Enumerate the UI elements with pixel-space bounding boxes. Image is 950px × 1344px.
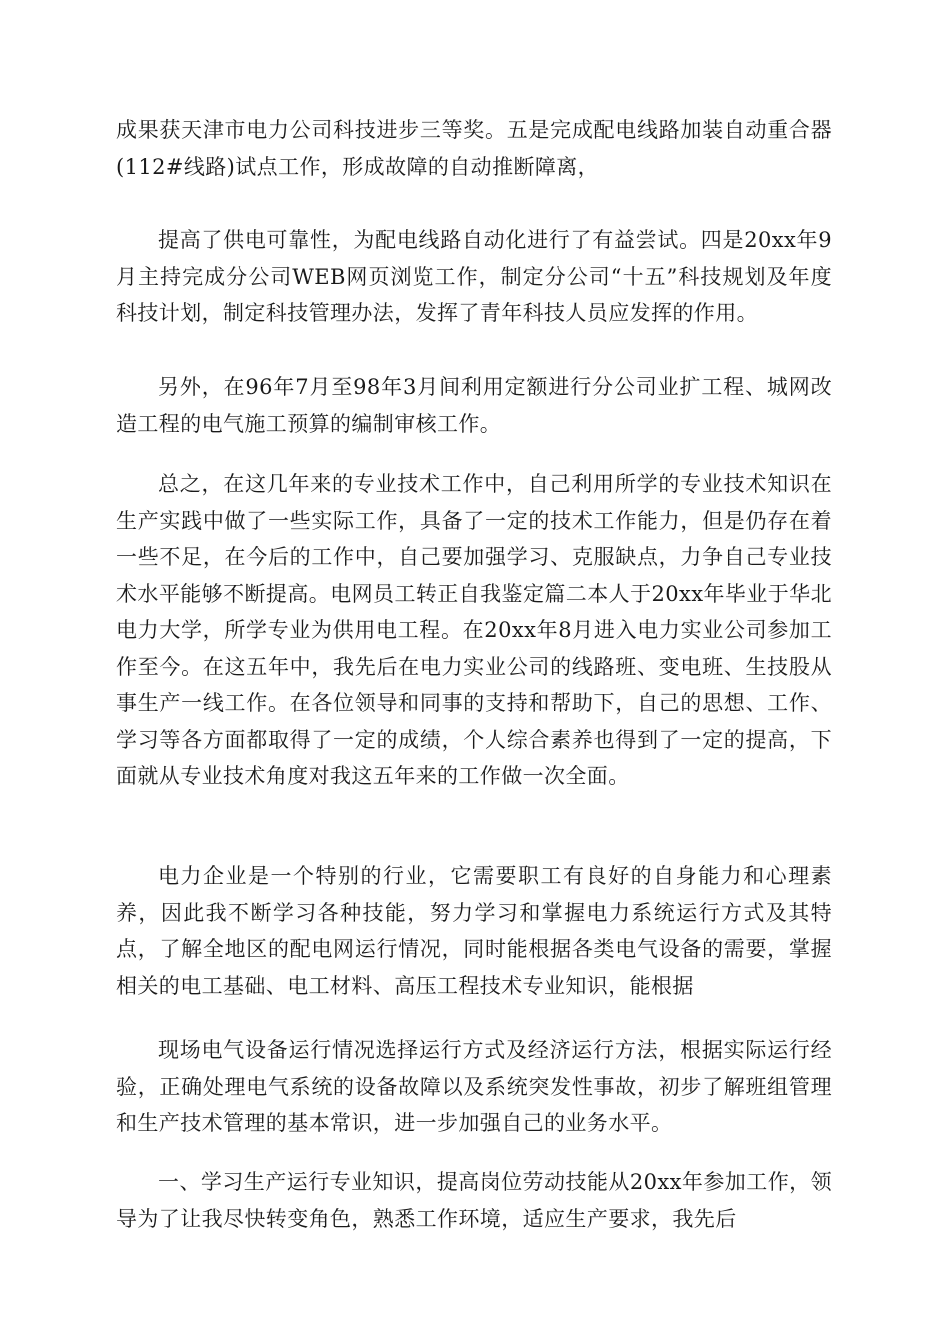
paragraph-1 [116,112,832,185]
paragraph-3 [116,369,832,442]
paragraph-2 [116,222,832,332]
paragraph-text: 另外，在96年7月至98年3月间利用定额进行分公司业扩工程、城网改造工程的电气施工预算的编制审核工作。 [116,375,832,436]
paragraph-text: 总之，在这几年来的专业技术工作中，自己利用所学的专业技术知识在生产实践中做了一些实际工作，具备了一定的技术工作能力，但是仍存在着一些不足，在今后的工作中，自己要加强学习、克服缺点，力争自己专业技术水平能够不断提高。电网员工转正自我鉴定篇二本人于20xx年毕业于华北电力大学，所学专业为供用电工程。在20xx年8月进入电力实业公司参加工作至今。在这五年中，我先后在电力实业公司的线路班、变电班、生技股从事生产一线工作。在各位领导和同事的支持和帮助下，自己的思想、工作、学习等各方面都取得了一定的成绩，个人综合素养也得到了一定的提高，下面就从专业技术角度对我这五年来的工作做一次全面。 [116,472,832,788]
paragraph-5 [116,858,832,1004]
paragraph-text: 电力企业是一个特别的行业，它需要职工有良好的自身能力和心理素养，因此我不断学习各种技能，努力学习和掌握电力系统运行方式及其特点，了解全地区的配电网运行情况，同时能根据各类电气设备的需要，掌握相关的电工基础、电工材料、高压工程技术专业知识，能根据 [116,864,832,998]
paragraph-6 [116,1032,832,1142]
paragraph-4 [116,466,832,795]
paragraph-text: 一、学习生产运行专业知识，提高岗位劳动技能从20xx年参加工作，领导为了让我尽快转变角色，熟悉工作环境，适应生产要求，我先后 [116,1170,832,1231]
paragraph-text: 提高了供电可靠性，为配电线路自动化进行了有益尝试。四是20xx年9月主持完成分公司WEB网页浏览工作，制定分公司“十五”科技规划及年度科技计划，制定科技管理办法，发挥了青年科技人员应发挥的作用。 [116,228,832,325]
paragraph-text: 成果获天津市电力公司科技进步三等奖。五是完成配电线路加装自动重合器(112#线路)试点工作，形成故障的自动推断障离， [116,118,832,179]
paragraph-7 [116,1164,832,1237]
paragraph-text: 现场电气设备运行情况选择运行方式及经济运行方法，根据实际运行经验，正确处理电气系统的设备故障以及系统突发性事故，初步了解班组管理和生产技术管理的基本常识，进一步加强自己的业务水平。 [116,1038,832,1135]
